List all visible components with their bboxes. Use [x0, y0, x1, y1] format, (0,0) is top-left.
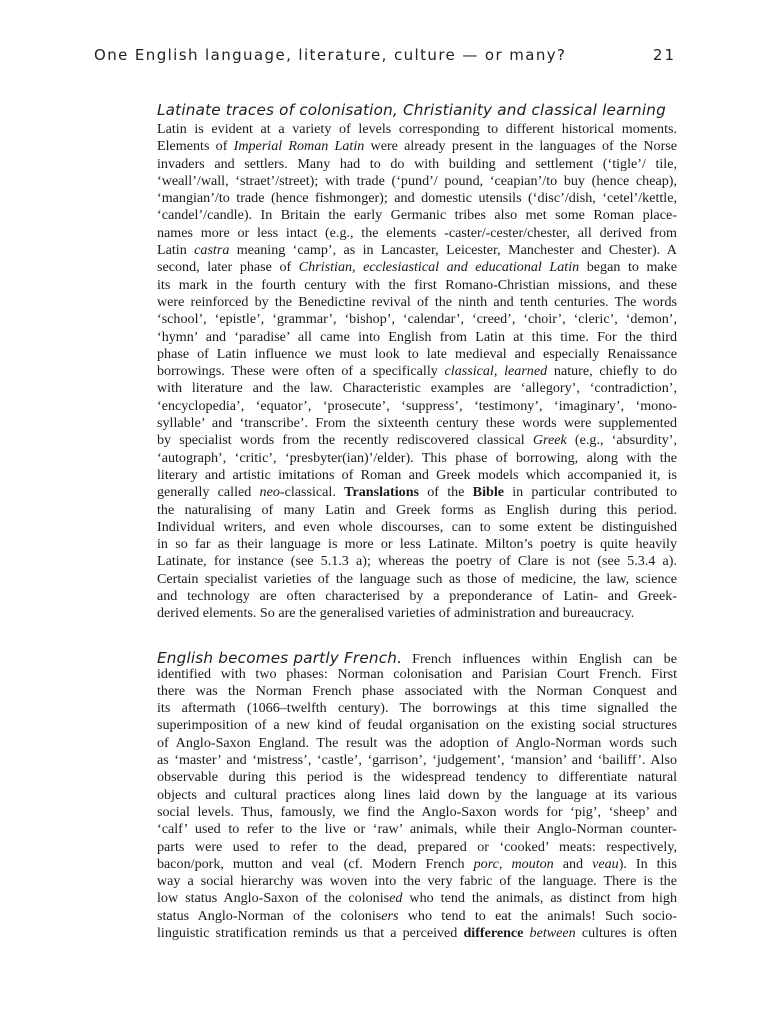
line-text: ‘calf’ used to refer to the live or ‘raw’ animals, while their Anglo-Norman counter- — [157, 821, 677, 838]
paragraph-line — [157, 259, 677, 276]
paragraph-line — [157, 752, 677, 769]
paragraph-line — [157, 363, 677, 380]
paragraph-line — [157, 156, 677, 173]
section-body — [157, 648, 677, 942]
line-text: ‘weall’/wall, ‘straet’/street); with trade (‘pund’/ pound, ‘ceapian’/to buy (hence cheap), — [157, 172, 677, 189]
line-text: and — [553, 855, 593, 872]
line-text: ‘candel’/candle). In Britain the early Germanic tribes also met some Roman place- — [157, 207, 677, 224]
line-text: literary and artistic imitations of Roman and Greek models which accompanied it, is — [157, 466, 677, 483]
line-text: began to make — [579, 259, 677, 276]
line-text: cultures is often — [575, 925, 677, 942]
line-text: syllable’ and ‘transcribe’. From the sixteenth century these words were supplemented — [157, 415, 677, 432]
paragraph-line — [157, 821, 677, 838]
paragraph-line — [157, 450, 677, 467]
line-text: Individual writers, and even whole discourses, can to some extent be distinguished — [157, 518, 677, 535]
line-text: second, later phase of — [157, 259, 299, 276]
paragraph-line — [157, 925, 677, 942]
line-text: as ‘master’ and ‘mistress’, ‘castle’, ‘garrison’, ‘judgement’, ‘mansion’ and ‘bailiff’. Also — [157, 752, 677, 769]
line-text: way a social hierarchy was woven into the very fabric of the language. There is the — [157, 873, 677, 890]
paragraph-line — [157, 398, 677, 415]
line-text: linguistic stratification reminds us that a perceived — [157, 925, 464, 942]
line-text: were reinforced by the Benedictine revival of the ninth and tenth centuries. The words — [157, 293, 677, 310]
paragraph-line — [157, 294, 677, 311]
paragraph-line — [157, 190, 677, 207]
section-body — [157, 121, 677, 623]
paragraph-line — [157, 536, 677, 553]
line-text: in particular contributed to — [504, 484, 678, 501]
paragraph-line — [157, 700, 677, 717]
paragraph-line — [157, 588, 677, 605]
line-text: ‘school’, ‘epistle’, ‘grammar’, ‘bishop’, ‘calendar’, ‘creed’, ‘choir’, ‘cleric’, ‘demon’, — [157, 311, 677, 328]
running-head — [94, 46, 676, 64]
bold-term: difference — [463, 925, 524, 942]
line-text: with literature and the law. Characteristic examples are ‘allegory’, ‘contradiction’, — [157, 380, 677, 397]
paragraph-line — [157, 735, 677, 752]
italic-text: castra — [194, 242, 230, 259]
section-heading: Latinate traces of colonisation, Christianity and classical learning — [157, 101, 666, 119]
paragraph-line — [157, 380, 677, 397]
paragraph-line — [157, 138, 677, 155]
paragraph-line — [157, 908, 677, 925]
line-text: status Anglo-Norman of the colonis — [157, 907, 382, 924]
line-text: names more or less intact (e.g., the elements -caster/-cester/chester, all derived from — [157, 224, 677, 241]
paragraph-line — [157, 277, 677, 294]
italic-text: Imperial Roman Latin — [233, 138, 365, 155]
line-text: by specialist words from the recently rediscovered classical — [157, 432, 533, 449]
line-text: observable during this period is the widespread tendency to differentiate natural — [157, 769, 677, 786]
line-text: and technology are often characterised by a preponderance of Latin- and Greek- — [157, 588, 677, 605]
line-text: the naturalising of many Latin and Greek forms as English during this period. — [157, 501, 677, 518]
paragraph-line — [157, 873, 677, 890]
page-number: 21 — [652, 46, 676, 64]
paragraph-line — [157, 467, 677, 484]
paragraph-line — [157, 207, 677, 224]
paragraph-line — [157, 717, 677, 734]
line-text: borrowings. These were often of a specifically — [157, 363, 445, 380]
line-text: ‘encyclopedia’, ‘equator’, ‘prosecute’, ‘suppress’, ‘testimony’, ‘imaginary’, ‘mono- — [157, 397, 677, 414]
section-latinate-traces — [157, 100, 677, 623]
paragraph-line — [157, 839, 677, 856]
paragraph-line — [157, 225, 677, 242]
italic-text: ed — [389, 890, 403, 907]
line-text: Latin — [157, 242, 195, 259]
line-text: who tend the animals, as distinct from high — [402, 890, 677, 907]
line-text: invaders and settlers. Many had to do with building and settlement (‘tigle’/ tile, — [157, 155, 677, 172]
paragraph-line — [157, 787, 677, 804]
paragraph-line — [157, 804, 677, 821]
line-text: its aftermath (1066–twelfth century). The borrowings at this time signalled the — [157, 700, 677, 717]
paragraph-line — [157, 553, 677, 570]
line-text: (e.g., ‘absurdity’, — [566, 432, 677, 449]
paragraph-line — [157, 173, 677, 190]
paragraph-line — [157, 121, 677, 138]
line-text: were already present in the languages of the Norse — [364, 138, 677, 155]
line-text: , — [498, 855, 512, 872]
line-text: Latinate, for instance (see 5.1.3 a); whereas the poetry of Clare is not (see 5.3.4 a). — [157, 553, 677, 570]
paragraph-line — [157, 329, 677, 346]
paragraph-line — [157, 415, 677, 432]
paragraph-line — [157, 519, 677, 536]
paragraph-line — [157, 346, 677, 363]
paragraph-line — [157, 242, 677, 259]
line-text: superimposition of a new kind of feudal organisation on the existing social structures — [157, 717, 677, 734]
italic-text: classical, learned — [444, 363, 548, 380]
line-text: generally called — [157, 484, 260, 501]
line-text: -classical. — [279, 484, 345, 501]
line-text: there was the Norman French phase associated with the Norman Conquest and — [157, 682, 677, 699]
line-text: derived elements. So are the generalised varieties of administration and bureaucracy. — [157, 605, 635, 622]
paragraph-line — [157, 769, 677, 786]
line-text: phase of Latin influence we must look to late medieval and especially Renaissance — [157, 345, 677, 362]
line-text: of Anglo-Saxon England. The result was the adoption of Anglo-Norman words such — [157, 734, 677, 751]
line-text: Latin is evident at a variety of levels corresponding to different historical moments. — [157, 121, 677, 137]
section-heading: English becomes partly French. — [157, 649, 403, 667]
italic-text: Christian, ecclesiastical and educational Latin — [298, 259, 580, 276]
line-text: in so far as their language is more or less Latinate. Milton’s poetry is quite heavily — [157, 536, 677, 553]
line-text: ‘autograph’, ‘critic’, ‘presbyter(ian)’/elder). This phase of borrowing, along with the — [157, 449, 677, 466]
italic-text: porc — [473, 855, 499, 872]
bold-term: Translations — [344, 484, 420, 501]
paragraph-line — [157, 683, 677, 700]
running-head-title: One English language, literature, culture — or many? — [94, 46, 567, 64]
line-text: Certain specialist varieties of the language such as those of medicine, the law, science — [157, 570, 677, 587]
line-text: ‘mangian’/to trade (hence fishmonger); and domestic utensils (‘disc’/dish, ‘cetel’/kettle, — [157, 190, 677, 207]
paragraph-line — [157, 605, 677, 622]
paragraph-line — [157, 311, 677, 328]
italic-text: Greek — [532, 432, 567, 449]
line-text: Elements of — [157, 138, 234, 155]
line-text: French influences within English can be — [412, 651, 677, 667]
italic-text: between — [529, 925, 576, 942]
line-text: nature, chiefly to do — [547, 363, 678, 380]
paragraph-line — [157, 484, 677, 501]
italic-text: veau — [592, 855, 619, 872]
section-english-becomes-french — [157, 648, 677, 942]
paragraph-line — [157, 648, 677, 666]
italic-text: neo — [259, 484, 280, 501]
line-text: ). In this — [618, 855, 678, 872]
paragraph-line — [157, 666, 677, 683]
paragraph-line — [157, 890, 677, 907]
line-text: identified with two phases: Norman colonisation and Parisian Court French. First — [157, 665, 677, 682]
italic-text: mouton — [511, 855, 554, 872]
line-text: low status Anglo-Saxon of the colonis — [157, 890, 390, 907]
bold-term: Bible — [472, 484, 504, 501]
line-text: of the — [419, 484, 473, 501]
line-text: parts were used to refer to the dead, prepared or ‘cooked’ meats: respectively, — [157, 838, 677, 855]
paragraph-line — [157, 571, 677, 588]
paragraph-line — [157, 502, 677, 519]
italic-text: ers — [381, 907, 399, 924]
line-text: its mark in the fourth century with the first Romano-Christian missions, and these — [157, 276, 677, 293]
line-text: meaning ‘camp’, as in Lancaster, Leicester, Manchester and Chester). A — [229, 242, 677, 259]
line-text: who tend to eat the animals! Such socio- — [398, 907, 678, 924]
paragraph-line — [157, 432, 677, 449]
line-text: ‘hymn’ and ‘paradise’ all came into English from Latin at this time. For the third — [157, 328, 677, 345]
line-text: objects and cultural practices along lines laid down by the language at its various — [157, 786, 677, 803]
paragraph-line — [157, 856, 677, 873]
line-text: bacon/pork, mutton and veal (cf. Modern French — [157, 855, 474, 872]
line-text: social levels. Thus, famously, we find the Anglo-Saxon words for ‘pig’, ‘sheep’ and — [157, 803, 677, 820]
